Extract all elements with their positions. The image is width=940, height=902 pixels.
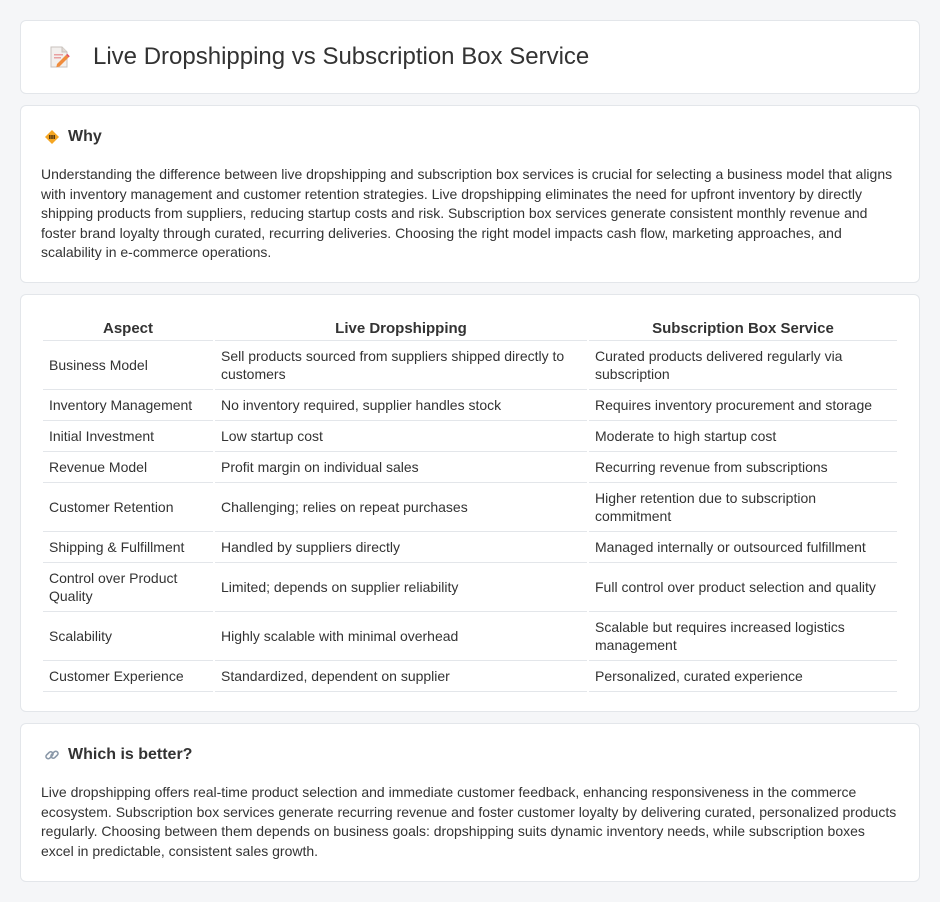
subscription-box-cell: Personalized, curated experience — [589, 661, 897, 692]
table-row — [43, 421, 897, 452]
aspect-cell: Customer Retention — [43, 483, 213, 532]
comparison-card — [20, 294, 920, 712]
comparison-table — [41, 315, 899, 692]
live-dropshipping-cell: Highly scalable with minimal overhead — [215, 612, 587, 661]
subscription-box-cell: Scalable but requires increased logistics management — [589, 612, 897, 661]
column-header-subscription-box: Subscription Box Service — [589, 315, 897, 341]
table-header-row — [43, 315, 897, 341]
aspect-cell: Initial Investment — [43, 421, 213, 452]
better-heading: Which is better? — [68, 746, 193, 763]
live-dropshipping-cell: Limited; depends on supplier reliability — [215, 563, 587, 612]
column-header-live-dropshipping: Live Dropshipping — [215, 315, 587, 341]
subscription-box-cell: Full control over product selection and quality — [589, 563, 897, 612]
subscription-box-cell: Recurring revenue from subscriptions — [589, 452, 897, 483]
page-title: Live Dropshipping vs Subscription Box Service — [93, 43, 590, 70]
live-dropshipping-cell: Low startup cost — [215, 421, 587, 452]
table-row — [43, 661, 897, 692]
subscription-box-cell: Managed internally or outsourced fulfillment — [589, 532, 897, 563]
table-row — [43, 341, 897, 390]
subscription-box-cell: Moderate to high startup cost — [589, 421, 897, 452]
table-row — [43, 390, 897, 421]
document-pencil-icon — [45, 43, 73, 71]
diamond-sign-icon — [43, 128, 61, 146]
table-row — [43, 563, 897, 612]
table-row — [43, 612, 897, 661]
aspect-cell: Control over Product Quality — [43, 563, 213, 612]
why-body: Understanding the difference between live dropshipping and subscription box services is crucial for selecting a business model that aligns with inventory management and customer retention strategies. Live dropshipping eliminates the need for upfront inventory by directly shipping products from suppliers, reducing startup costs and risk. Subscription box services generate consistent monthly revenue and foster brand loyalty through curated, recurring deliveries. Choosing the right model impacts cash flow, marketing approaches, and scalability in e-commerce operations. — [41, 166, 893, 260]
table-row — [43, 483, 897, 532]
aspect-cell: Shipping & Fulfillment — [43, 532, 213, 563]
which-is-better-section — [20, 723, 920, 882]
live-dropshipping-cell: Challenging; relies on repeat purchases — [215, 483, 587, 532]
subscription-box-cell: Higher retention due to subscription commitment — [589, 483, 897, 532]
subscription-box-cell: Requires inventory procurement and storage — [589, 390, 897, 421]
subscription-box-cell: Curated products delivered regularly via subscription — [589, 341, 897, 390]
link-icon — [43, 746, 61, 764]
aspect-cell: Inventory Management — [43, 390, 213, 421]
live-dropshipping-cell: Profit margin on individual sales — [215, 452, 587, 483]
better-heading-row — [41, 746, 899, 764]
live-dropshipping-cell: Standardized, dependent on supplier — [215, 661, 587, 692]
table-row — [43, 452, 897, 483]
table-row — [43, 532, 897, 563]
title-card — [20, 20, 920, 94]
why-heading: Why — [68, 128, 102, 145]
live-dropshipping-cell: Handled by suppliers directly — [215, 532, 587, 563]
aspect-cell: Scalability — [43, 612, 213, 661]
better-body: Live dropshipping offers real-time product selection and immediate customer feedback, enhancing responsiveness in the commerce ecosystem. Subscription box services generate recurring revenue and foster customer loyalty by delivering curated, personalized products regularly. Choosing between them depends on business goals: dropshipping suits dynamic inventory needs, while subscription boxes excel in predictable, consistent sales growth. — [41, 784, 897, 859]
aspect-cell: Customer Experience — [43, 661, 213, 692]
live-dropshipping-cell: No inventory required, supplier handles stock — [215, 390, 587, 421]
aspect-cell: Revenue Model — [43, 452, 213, 483]
why-heading-row — [41, 128, 899, 146]
why-section — [20, 105, 920, 283]
column-header-aspect: Aspect — [43, 315, 213, 341]
live-dropshipping-cell: Sell products sourced from suppliers shipped directly to customers — [215, 341, 587, 390]
aspect-cell: Business Model — [43, 341, 213, 390]
